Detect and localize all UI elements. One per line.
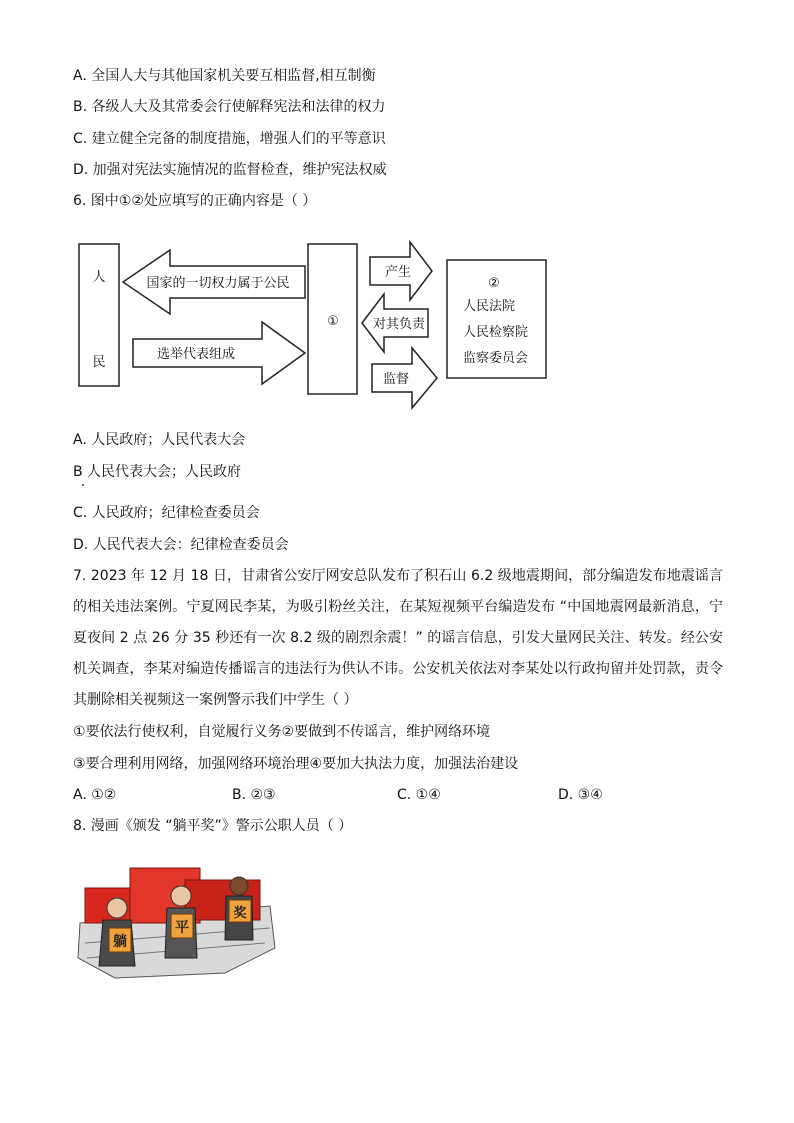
center-label: ① bbox=[327, 314, 339, 329]
q6-option-d: D. 人民代表大会：纪律检查委员会 bbox=[73, 537, 289, 553]
right-box-label: ② bbox=[488, 276, 500, 291]
q8-cartoon-image bbox=[75, 848, 280, 988]
q6-option-b: B 人民代表大会；人民政府 bbox=[73, 464, 242, 480]
q8-stem: 8. 漫画《颁发 “躺平奖”》警示公职人员（ ） bbox=[73, 818, 353, 834]
right-box-supervision: 监察委员会 bbox=[463, 351, 529, 366]
arrow-supervise-label: 监督 bbox=[382, 372, 410, 387]
q5-option-d: D. 加强对宪法实施情况的监督检查，维护宪法权威 bbox=[73, 162, 387, 178]
arrow-elect-deputies-label: 选举代表组成 bbox=[156, 347, 236, 362]
q5-option-a: A. 全国人大与其他国家机关要互相监督,相互制衡 bbox=[73, 68, 376, 84]
arrow-produce-label: 产生 bbox=[384, 265, 412, 280]
arrow-responsible-label: 对其负责 bbox=[372, 317, 426, 332]
q6-stem: 6. 图中①②处应填写的正确内容是（ ） bbox=[73, 193, 317, 209]
q7-stem: 7. 2023 年 12 月 18 日，甘肃省公安厅网安总队发布了积石山 6.2 级地震期间，部分编造发布地震谣言的相关违法案例。宁夏网民李某，为吸引粉丝关注，在某短视频平台编造发布 “中国地震网最新消息，宁夏夜间 2 点 26 分 35 秒还有一次 8.2 级的剧烈余震！” 的谣言信息，引发大量网民关注、转发。经公安机关调查，李某对编造传播谣言的违法行为供认不讳。公安机关依法对李某处以行政拘留并处罚款，责令其删除相关视频这一案例警示我们中学生（ ） bbox=[73, 568, 723, 708]
q7-option-a: A. ①② bbox=[73, 787, 117, 803]
q7-option-d: D. ③④ bbox=[558, 787, 603, 803]
cartoon-figure-center-head bbox=[171, 886, 191, 906]
cartoon-figure-right-head bbox=[230, 877, 248, 895]
q5-option-c: C. 建立健全完备的制度措施，增强人们的平等意识 bbox=[73, 131, 386, 147]
cartoon-figure-left-head bbox=[107, 898, 127, 918]
people-char-2: 民 bbox=[92, 355, 106, 370]
right-box-court: 人民法院 bbox=[463, 299, 516, 314]
stray-dot bbox=[82, 484, 84, 486]
q6-diagram bbox=[0, 0, 794, 420]
q7-option-b: B. ②③ bbox=[232, 787, 276, 803]
people-char-1: 人 bbox=[92, 270, 106, 285]
right-box-procuratorate: 人民检察院 bbox=[463, 325, 529, 340]
cartoon-sign-2-text: 平 bbox=[175, 920, 189, 936]
q5-option-b: B. 各级人大及其常委会行使解释宪法和法律的权力 bbox=[73, 99, 386, 115]
q7-option-c: C. ①④ bbox=[397, 787, 441, 803]
q7-statements-2: ③要合理利用网络，加强网络环境治理④要加大执法力度，加强法治建设 bbox=[73, 756, 519, 772]
q6-option-a: A. 人民政府；人民代表大会 bbox=[73, 432, 246, 448]
cartoon-sign-3-text: 奖 bbox=[233, 906, 247, 921]
arrow-all-power-label: 国家的一切权力属于公民 bbox=[146, 276, 290, 291]
cartoon-sign-1-text: 躺 bbox=[113, 934, 127, 950]
q6-option-c: C. 人民政府；纪律检查委员会 bbox=[73, 505, 260, 521]
q7-statements-1: ①要依法行使权利，自觉履行义务②要做到不传谣言，维护网络环境 bbox=[73, 724, 491, 740]
